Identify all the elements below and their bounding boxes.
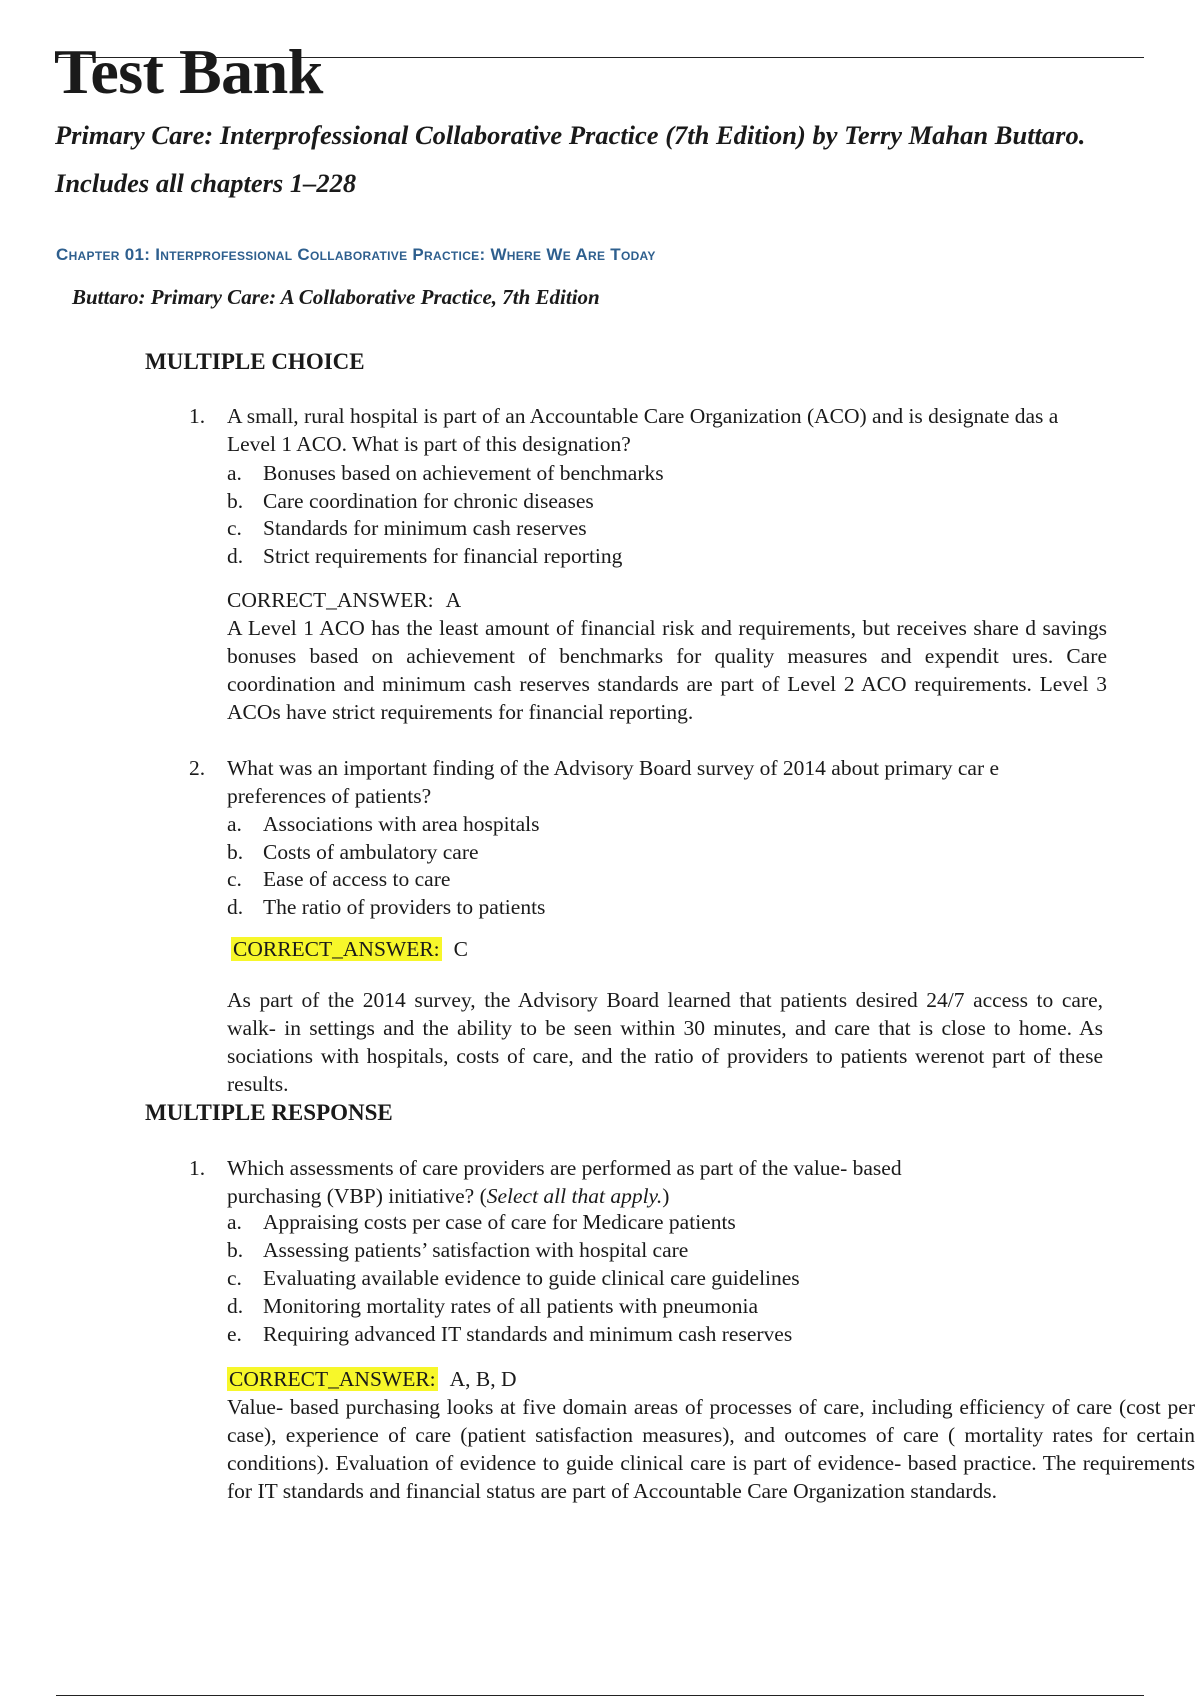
option-text: Assessing patients’ satisfaction with hospital care	[263, 1238, 689, 1262]
option-letter: a.	[227, 1210, 242, 1234]
option-letter: b.	[227, 1238, 244, 1262]
answer-option	[227, 865, 450, 893]
question-number: 1.	[189, 404, 206, 428]
option-letter: d.	[227, 544, 244, 568]
answer-option	[227, 838, 479, 866]
correct-answer-value: A	[445, 588, 462, 612]
option-letter: b.	[227, 489, 244, 513]
option-letter: a.	[227, 461, 242, 485]
answer-option	[227, 1208, 736, 1236]
option-letter: a.	[227, 812, 242, 836]
correct-answer	[227, 586, 461, 614]
question-text: What was an important finding of the Advisory Board survey of 2014 about primary car e preferences of patients?	[227, 756, 1000, 808]
correct-answer-label: CORRECT_ANSWER:	[229, 1367, 436, 1391]
option-text: Evaluating available evidence to guide clinical care guidelines	[263, 1266, 800, 1290]
question-text	[227, 1154, 947, 1210]
question-number: 2.	[189, 756, 206, 780]
answer-option	[227, 1264, 800, 1292]
option-letter: c.	[227, 516, 242, 540]
option-text: Associations with area hospitals	[263, 812, 540, 836]
answer-rationale: A Level 1 ACO has the least amount of financial risk and requirements, but receives share d savings bonuses based on achievement of benchmarks for quality measures and expendit ures. Care coordination and minimum cash reserves standards are part of Level 2 ACO requirements. Level 3 ACOs have strict requirements for financial reporting.	[227, 616, 1107, 724]
question-text: A small, rural hospital is part of an Accountable Care Organization (ACO) and is designate das a Level 1 ACO. What is part of this designation?	[227, 404, 1059, 456]
option-letter: e.	[227, 1322, 242, 1346]
answer-option	[227, 487, 594, 515]
correct-answer-label: CORRECT_ANSWER:	[233, 937, 440, 961]
option-letter: b.	[227, 840, 244, 864]
option-text: Standards for minimum cash reserves	[263, 516, 587, 540]
answer-rationale: Value- based purchasing looks at five domain areas of processes of care, including efficiency of care (cost per case), experience of care (patient satisfaction measures), and outcomes of care ( mortality rates for certain conditions). Evaluation of evidence to guide clinical care is part of evidence- based practice. The requirements for IT standards and financial status are part of Accountable Care Organization standards.	[227, 1395, 1195, 1503]
correct-answer	[231, 935, 468, 963]
answer-option	[227, 1236, 688, 1264]
correct-answer-value: C	[453, 937, 468, 961]
section-heading-multiple-response: MULTIPLE RESPONSE	[145, 1100, 393, 1125]
option-letter: d.	[227, 1294, 244, 1318]
book-reference: Buttaro: Primary Care: A Collaborative Practice, 7th Edition	[72, 285, 600, 309]
bottom-rule	[56, 1695, 1144, 1696]
answer-option	[227, 514, 587, 542]
page-title: Test Bank	[54, 36, 323, 107]
question-text-main: Which assessments of care providers are performed as part of the value- based purchasing (VBP) initiative? (	[227, 1156, 902, 1208]
option-text: Care coordination for chronic diseases	[263, 489, 594, 513]
option-text: Requiring advanced IT standards and minimum cash reserves	[263, 1322, 793, 1346]
answer-option	[227, 542, 622, 570]
option-text: Costs of ambulatory care	[263, 840, 479, 864]
chapters-note: Includes all chapters 1–228	[55, 168, 357, 198]
option-letter: c.	[227, 1266, 242, 1290]
option-text: Bonuses based on achievement of benchmarks	[263, 461, 664, 485]
section-heading-multiple-choice: MULTIPLE CHOICE	[145, 349, 365, 374]
option-text: Strict requirements for financial reporting	[263, 544, 623, 568]
answer-option	[227, 810, 539, 838]
correct-answer	[227, 1365, 517, 1393]
option-text: The ratio of providers to patients	[263, 895, 546, 919]
correct-answer-label: CORRECT_ANSWER:	[227, 588, 434, 612]
answer-option	[227, 459, 664, 487]
answer-option	[227, 893, 545, 921]
option-letter: c.	[227, 867, 242, 891]
answer-rationale: As part of the 2014 survey, the Advisory Board learned that patients desired 24/7 access to care, walk- in settings and the ability to be seen within 30 minutes, and care that is close to home. As sociations with hospitals, costs of care, and the ratio of providers to patients werenot part of these results.	[227, 988, 1103, 1096]
option-text: Ease of access to care	[263, 867, 451, 891]
question-text-end: )	[662, 1184, 670, 1208]
chapter-heading: Chapter 01: Interprofessional Collaborative Practice: Where We Are Today	[56, 245, 656, 264]
answer-option	[227, 1292, 758, 1320]
question-instruction: Select all that apply.	[486, 1184, 663, 1208]
option-text: Monitoring mortality rates of all patients with pneumonia	[263, 1294, 759, 1318]
book-subtitle: Primary Care: Interprofessional Collaborative Practice (7th Edition) by Terry Mahan Buttaro.	[55, 120, 1086, 150]
question-number: 1.	[189, 1156, 206, 1180]
answer-option	[227, 1320, 792, 1348]
correct-answer-value: A, B, D	[449, 1367, 517, 1391]
option-letter: d.	[227, 895, 244, 919]
option-text: Appraising costs per case of care for Medicare patients	[263, 1210, 736, 1234]
